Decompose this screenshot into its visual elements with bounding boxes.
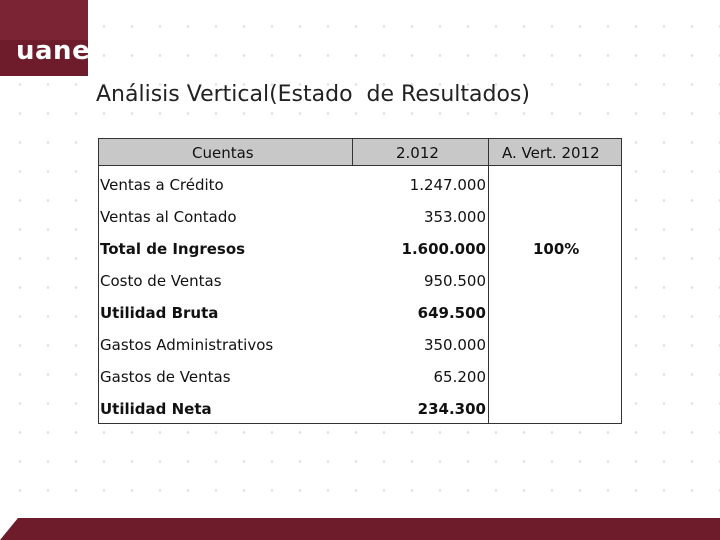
row-account: Utilidad Neta <box>100 400 212 418</box>
row-account: Costo de Ventas <box>100 272 222 290</box>
logo-top-band <box>0 0 88 40</box>
header-divider-1 <box>352 138 353 166</box>
header-vert: A. Vert. 2012 <box>502 144 600 162</box>
row-account: Ventas a Crédito <box>100 176 224 194</box>
row-value: 950.500 <box>423 272 486 290</box>
row-account: Utilidad Bruta <box>100 304 219 322</box>
row-value: 649.500 <box>417 304 486 322</box>
row-value: 234.300 <box>417 400 486 418</box>
row-value: 353.000 <box>423 208 486 226</box>
column-divider-2 <box>488 138 489 424</box>
footer-notch <box>0 518 18 540</box>
row-vertical-percent: 100% <box>533 240 580 258</box>
footer-bar <box>0 518 720 540</box>
slide-title: Análisis Vertical(Estado de Resultados) <box>96 82 530 107</box>
income-statement-table <box>98 138 622 424</box>
header-year: 2.012 <box>396 144 439 162</box>
row-value: 65.200 <box>433 368 486 386</box>
row-value: 350.000 <box>423 336 486 354</box>
row-account: Gastos Administrativos <box>100 336 274 354</box>
row-value: 1.247.000 <box>409 176 486 194</box>
row-value: 1.600.000 <box>401 240 486 258</box>
row-account: Gastos de Ventas <box>100 368 231 386</box>
row-account: Ventas al Contado <box>100 208 237 226</box>
row-account: Total de Ingresos <box>100 240 246 258</box>
brand-logo <box>0 0 91 76</box>
header-cuentas: Cuentas <box>192 144 254 162</box>
logo-text: uane <box>16 36 91 66</box>
